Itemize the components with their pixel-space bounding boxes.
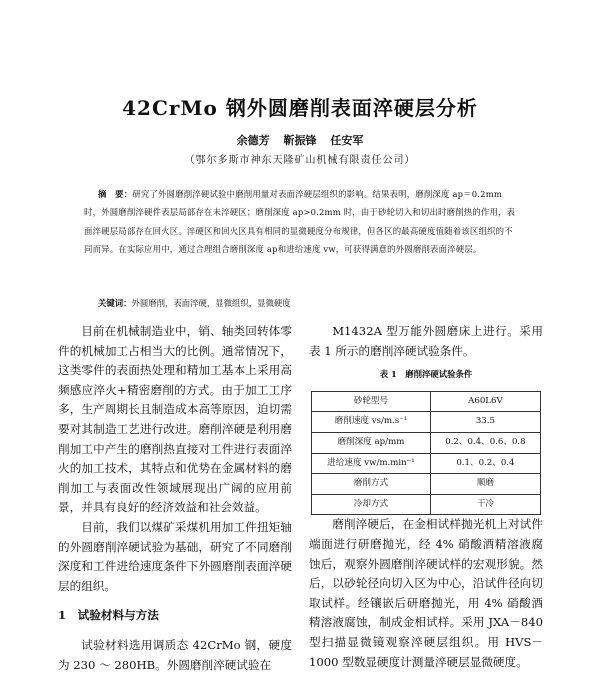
abstract-text: 研究了外圆磨削淬硬试验中磨削用量对表面淬硬层组织的影响。结果表明，磨削深度 ap＝0.2mm 时，外圆磨削淬硬件表层局部存在未淬硬区；磨削深度 ap>0.2mm 时，由于砂轮切入和切出时磨削热的作用，表面淬硬层局部存在回火区。淬硬区和回火区具有相同的显微硬度分布规律，但各区的最高硬度值随着该区组织的不同而异。在实际应用中，通过合理组合磨削深度 ap和进给速度 vw，可获得满意的外圆磨削表面淬硬层。 [84,189,516,254]
intro-paragraph: 目前在机械制造业中，销、轴类回转体零件的机械加工占相当大的比例。通常情况下，这类零件的表面热处理和精加工基本上采用高频感应淬火+精密磨削的方式。由于加工工序多，生产周期长且制造成本高等原因，迫切需要对其制造工艺进行改进。磨削淬硬是利用磨削加工中产生的磨削热直接对工件进行表面淬火的加工技术，其特点和优势在金属材料的磨削加工与表面改性领域展现出广阔的应用前景，并具有良好的经济效益和社会效益。 [58,324,292,515]
test-conditions-table [311,391,541,516]
table-row [312,391,541,412]
abstract-label: 摘 要： [98,189,133,199]
table-cell: 砂轮型号 [312,391,431,412]
abstract [84,185,516,258]
table-cell: 0.2、0.4、0.6、0.8 [430,432,540,453]
table-cell: 33.5 [430,412,540,433]
keywords-label: 关键词： [98,298,132,308]
method-paragraph: 磨削淬硬后，在金相试样抛光机上对试件端面进行研磨抛光，经 4% 硝酸酒精溶液腐蚀后，观察外圆磨削淬硬试样的宏观形貌。然后，以砂轮径向切入区为中心，沿试件径向切取试样。经镶嵌后研磨抛光，用 4% 硝酸酒精溶液腐蚀，制成金相试样。采用 JXA－840 型扫描显微镜观察淬硬层组织。用 HVS－1000 型数显硬度计测量淬硬层显微硬度。 [309,517,543,669]
table-cell: 干冷 [430,494,540,515]
table-cell: 顺磨 [430,474,540,495]
table-row [312,412,541,433]
table-cell: 磨削方式 [312,474,431,495]
table-row [312,453,541,474]
materials-paragraph: 试验材料选用调质态 42CrMo 钢，硬度为 230 ～ 280HB。外圆磨削淬硬试验在 [58,637,292,672]
authors: 余德芳 靳振锋 任安军 [236,134,364,147]
table-cell: 磨削深度 ap/mm [312,432,431,453]
table-cell: 0.1、0.2、0.4 [430,453,540,474]
paper-title: 42CrMo 钢外圆磨削表面淬硬层分析 [122,96,478,120]
continued-paragraph: M1432A 型万能外圆磨床上进行。采用表 1 所示的磨削淬硬试验条件。 [309,324,543,358]
table-row [312,432,541,453]
keywords-text: 外圆磨削，表面淬硬，显微组织，显微硬度 [131,298,291,308]
table-cell: 进给速度 vw/m.min⁻¹ [312,453,431,474]
table-cell: A60L6V [430,391,540,412]
table-caption: 表 1 磨削淬硬试验条件 [379,369,473,380]
table-cell: 冷却方式 [312,494,431,515]
table-row [312,474,541,495]
affiliation: （鄂尔多斯市神东天隆矿山机械有限责任公司） [184,155,416,166]
section-heading: 1 试验材料与方法 [58,608,159,623]
table-cell: 磨削速度 vs/m.s⁻¹ [312,412,431,433]
right-column [309,322,543,672]
keywords [98,295,518,311]
table-row [312,494,541,515]
left-column [58,322,292,675]
intro-paragraph-2: 目前，我们以煤矿采煤机用加工件扭矩轴的外圆磨削淬硬试验为基础，研究了不同磨削深度和工件进给速度条件下外圆磨削表面淬硬层的组织。 [58,519,292,593]
